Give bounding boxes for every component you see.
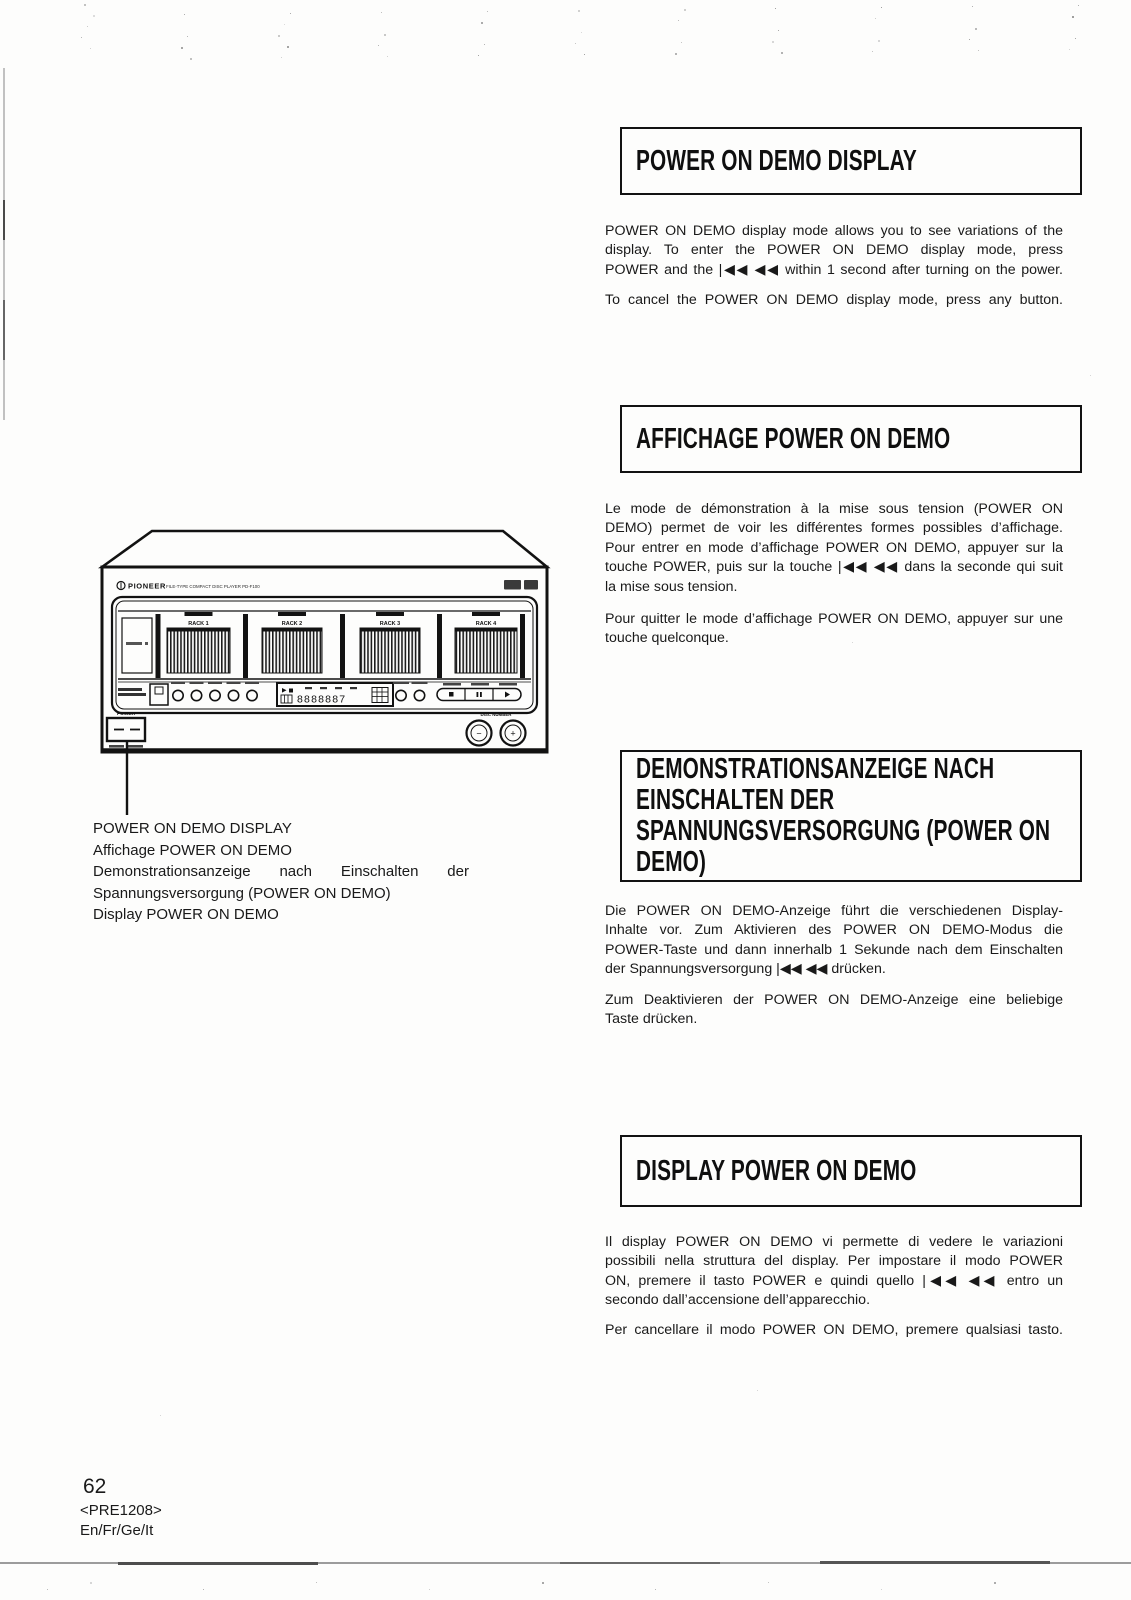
scan-artifact-left-line-dark [3, 200, 5, 240]
scan-speck [190, 58, 192, 60]
model-text: FILE-TYPE COMPACT DISC PLAYER PD-F100 [166, 584, 260, 589]
text-line: ON, premere il tasto POWER e quindi quello |◀◀ ◀◀ entro un [605, 1272, 1063, 1289]
caption-line-de1: Demonstrationsanzeige nach Einschalten der [93, 863, 469, 881]
scan-artifact-bottom-seg2 [560, 1562, 720, 1564]
scan-speck [581, 32, 582, 33]
text-line: Taste drücken. [605, 1011, 698, 1028]
rack-divider [156, 614, 161, 678]
scan-speck [203, 1589, 204, 1590]
paragraph-english-1 [605, 222, 1063, 280]
single-slot-window [122, 618, 152, 673]
rack-4-label: RACK 4 [475, 621, 497, 627]
scan-speck [81, 37, 82, 38]
scan-speck [575, 43, 576, 44]
scan-artifact-bottom-seg3 [820, 1561, 1050, 1564]
device-top-face [102, 531, 547, 567]
rack-1-label: RACK 1 [188, 621, 209, 627]
scan-speck [681, 42, 682, 43]
text-line: la mise sous tension. [605, 578, 738, 595]
text-line: possibili nella struttura del display. Per impostare il modo POWER [605, 1253, 1063, 1270]
scan-speck [675, 53, 677, 55]
heading-line: DEMO) [636, 846, 707, 878]
scan-speck [1072, 16, 1074, 18]
rack-3-tab [376, 612, 404, 616]
scan-speck [184, 14, 185, 15]
scan-speck [90, 48, 91, 49]
heading-line: DEMONSTRATIONSANZEIGE NACH [636, 753, 995, 785]
rack-divider [243, 614, 248, 678]
scan-speck [87, 26, 88, 27]
scan-speck [487, 11, 488, 12]
text-line: POWER ON DEMO display mode allows you to see variations of the [605, 223, 1063, 239]
scan-speck [47, 1589, 48, 1590]
text-line: POWER-Taste und dann innerhalb 1 Sekunde nach dem Einschalten [605, 941, 1063, 958]
caption-line-it: Display POWER ON DEMO [93, 906, 279, 924]
heading-line: EINSCHALTEN DER [636, 784, 835, 816]
scan-speck [975, 28, 977, 30]
scan-speck [281, 57, 282, 58]
scan-speck [1069, 49, 1070, 50]
heading-french [636, 424, 950, 455]
paragraph-french-2 [605, 610, 1063, 649]
text-line: touche POWER, puis sur la touche |◀◀ ◀◀ dans la seconde qui suit [605, 559, 1063, 576]
rack-4-tab [472, 612, 500, 616]
scan-speck [187, 36, 188, 37]
paragraph-italian-2 [605, 1321, 1063, 1340]
pause-button-icon [477, 692, 479, 697]
text-line: Pour entrer en mode d’affichage POWER ON DEMO, appuyer sur la [605, 539, 1063, 556]
scan-speck [84, 4, 86, 6]
scan-speck [875, 18, 876, 19]
scan-speck [584, 54, 585, 55]
scan-speck [316, 1582, 317, 1583]
knob-plus-glyph: + [510, 728, 516, 739]
text-line: touche quelconque. [605, 630, 729, 647]
rack-divider [520, 614, 525, 678]
paragraph-german-1 [605, 902, 1063, 980]
scan-speck [381, 12, 382, 13]
scan-speck [881, 1589, 882, 1590]
badge-icon-left [504, 580, 521, 590]
text-line: display. To enter the POWER ON DEMO display mode, press [605, 242, 1063, 259]
scan-speck [757, 1390, 758, 1391]
text-line: To cancel the POWER ON DEMO display mode, press any button. [605, 292, 1063, 308]
stop-button-icon [449, 692, 454, 697]
scan-speck [655, 1589, 656, 1590]
rack-3-label: RACK 3 [379, 621, 401, 627]
paragraph-french-1 [605, 500, 1063, 597]
scan-speck [484, 44, 485, 45]
scan-speck [778, 30, 779, 31]
scan-speck [878, 40, 880, 42]
display-digits: 8888887 [297, 693, 347, 706]
text-line: Zum Deaktivieren der POWER ON DEMO-Anzeige eine beliebige [605, 992, 1063, 1008]
scan-speck [1090, 375, 1091, 376]
heading-line: POWER ON DEMO DISPLAY [636, 144, 917, 177]
scan-speck [775, 8, 776, 9]
rack-2-label: RACK 2 [281, 621, 303, 627]
heading-italian [636, 1156, 917, 1187]
illustration-caption [93, 818, 469, 926]
scan-speck [972, 6, 973, 7]
scan-artifact-left-line-dark2 [3, 300, 5, 360]
scan-speck [578, 10, 580, 12]
scan-speck [181, 47, 183, 49]
scan-speck [1075, 38, 1076, 39]
text-line: Inhalte vor. Zum Aktivieren des POWER ON DEMO-Modus die [605, 922, 1063, 939]
scan-speck [678, 20, 679, 21]
heading-box-english [620, 127, 1082, 195]
badge-icon-right [524, 580, 538, 590]
scan-artifact-left-line [3, 68, 5, 420]
paragraph-german-2 [605, 991, 1063, 1030]
heading-english [636, 146, 917, 177]
paragraph-english-2 [605, 291, 1063, 310]
text-line: secondo dall’accensione dell’apparecchio. [605, 1292, 871, 1309]
scan-speck [768, 1582, 769, 1583]
rack-divider [437, 614, 442, 678]
scan-speck [994, 1582, 996, 1584]
scan-speck [881, 7, 882, 8]
scan-speck [772, 41, 774, 43]
scan-speck [287, 46, 289, 48]
text-line: POWER and the |◀◀ ◀◀ within 1 second after turning on the power. [605, 261, 1063, 278]
scan-speck [872, 51, 873, 52]
document-code: <PRE1208> [80, 1502, 162, 1519]
scan-speck [781, 52, 783, 54]
cd-player-illustration [85, 505, 565, 820]
scan-speck [969, 39, 970, 40]
scan-speck [684, 9, 686, 11]
scan-speck [284, 24, 285, 25]
scan-speck [429, 1589, 430, 1590]
text-line: DEMO) permet de voir les différentes formes possibles d’affichage. [605, 520, 1063, 537]
scan-speck [978, 50, 979, 51]
heading-german [636, 754, 1050, 878]
display-window [277, 683, 393, 706]
caption-line-de2: Spannungsversorgung (POWER ON DEMO) [93, 884, 391, 902]
page-number: 62 [83, 1475, 107, 1498]
heading-line: AFFICHAGE POWER ON DEMO [636, 422, 951, 455]
heading-line: DISPLAY POWER ON DEMO [636, 1154, 917, 1187]
heading-line: SPANNUNGSVERSORGUNG (POWER ON [636, 815, 1051, 847]
language-codes: En/Fr/Ge/It [80, 1522, 154, 1539]
scan-speck [290, 13, 291, 14]
scan-speck [1078, 5, 1079, 6]
scan-speck [93, 15, 95, 17]
scan-speck [542, 1582, 544, 1584]
brand-text: PIONEER [128, 581, 166, 591]
text-line: Pour quitter le mode d’affichage POWER ON DEMO, appuyer sur une [605, 611, 1063, 627]
heading-box-italian [620, 1135, 1082, 1207]
scan-artifact-bottom-seg1 [118, 1562, 318, 1565]
text-line: Die POWER ON DEMO-Anzeige führt die verschiedenen Display- [605, 903, 1063, 919]
rack-1-tab [185, 612, 213, 616]
text-line: Il display POWER ON DEMO vi permette di vedere le variazioni [605, 1234, 1063, 1250]
scan-speck [90, 1582, 92, 1584]
rack-2-tab [278, 612, 306, 616]
scan-speck [160, 1415, 161, 1416]
scan-speck [384, 34, 386, 36]
text-line: Le mode de démonstration à la mise sous tension (POWER ON [605, 501, 1063, 517]
knob-minus-glyph: − [476, 728, 482, 739]
disc-number-label: DISC NUMBER [480, 712, 512, 717]
scan-speck [478, 55, 479, 56]
rack-divider [340, 614, 345, 678]
caption-line-en: POWER ON DEMO DISPLAY [93, 820, 292, 837]
scan-speck [387, 56, 388, 57]
scan-speck [481, 22, 483, 24]
text-line: der Spannungsversorgung |◀◀ ◀◀ drücken. [605, 961, 886, 978]
scan-speck [378, 45, 379, 46]
stop-indicator-icon [289, 689, 293, 693]
paragraph-italian-1 [605, 1233, 1063, 1311]
scan-speck [278, 35, 280, 37]
caption-line-fr: Affichage POWER ON DEMO [93, 841, 292, 859]
text-line: Per cancellare il modo POWER ON DEMO, premere qualsiasi tasto. [605, 1322, 1063, 1338]
power-label: POWER [116, 712, 136, 717]
heading-box-german [620, 750, 1082, 882]
heading-box-french [620, 405, 1082, 473]
